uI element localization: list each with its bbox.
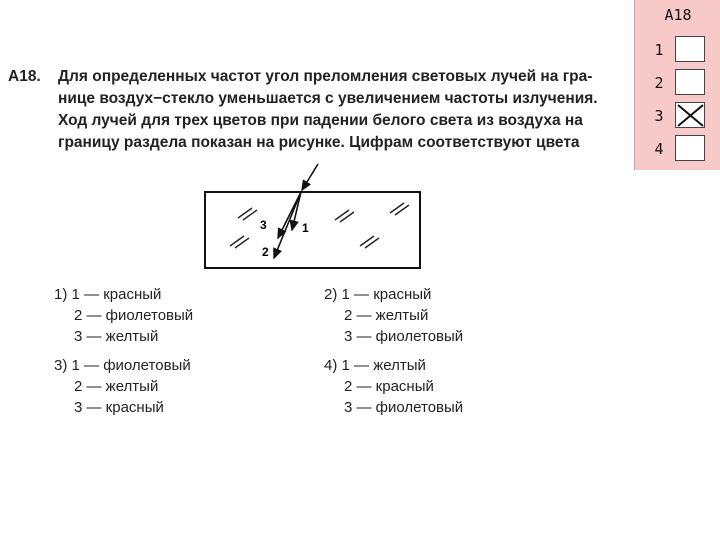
question-line-3: Ход лучей для трех цветов при падении белого света из воздуха на (58, 112, 583, 129)
ray-label-2: 2 (262, 245, 269, 259)
ray-label-3: 3 (260, 218, 267, 232)
checked-cross-icon (676, 103, 706, 129)
incident-ray (302, 164, 318, 190)
question-text (8, 66, 628, 154)
option-4: 4) 1 — желтый 2 — красный 3 — фиолетовый (324, 357, 464, 416)
ray-label-1: 1 (302, 221, 309, 235)
glass-slab-diagram (190, 158, 450, 278)
choice-label-3: 3 (654, 107, 664, 125)
question-line-2: нице воздух−стекло уменьшается с увеличением частоты излучения. (58, 90, 598, 107)
option-3: 3) 1 — фиолетовый 2 — желтый 3 — красный (54, 357, 191, 416)
refraction-figure (190, 158, 450, 282)
question-line-1: А18. Для определенных частот угол преломления световых лучей на гра- (8, 66, 628, 88)
answer-checkbox-3[interactable] (675, 102, 705, 128)
question-number: А18. (8, 68, 41, 85)
option-2: 2) 1 — красный 2 — желтый 3 — фиолетовый (324, 286, 464, 345)
answer-checkbox-4[interactable] (675, 135, 705, 161)
option-1: 1) 1 — красный 2 — фиолетовый 3 — желтый (54, 286, 194, 345)
choice-label-1: 1 (654, 41, 664, 59)
choice-label-2: 2 (654, 74, 664, 92)
choice-label-4: 4 (654, 140, 664, 158)
answer-checkbox-2[interactable] (675, 69, 705, 95)
answer-panel (634, 0, 720, 170)
glass-slab (205, 192, 420, 268)
answer-panel-title: А18 (664, 6, 692, 24)
answer-checkbox-1[interactable] (675, 36, 705, 62)
question-line-4: границу раздела показан на рисунке. Цифрам соответствуют цвета (58, 134, 580, 151)
